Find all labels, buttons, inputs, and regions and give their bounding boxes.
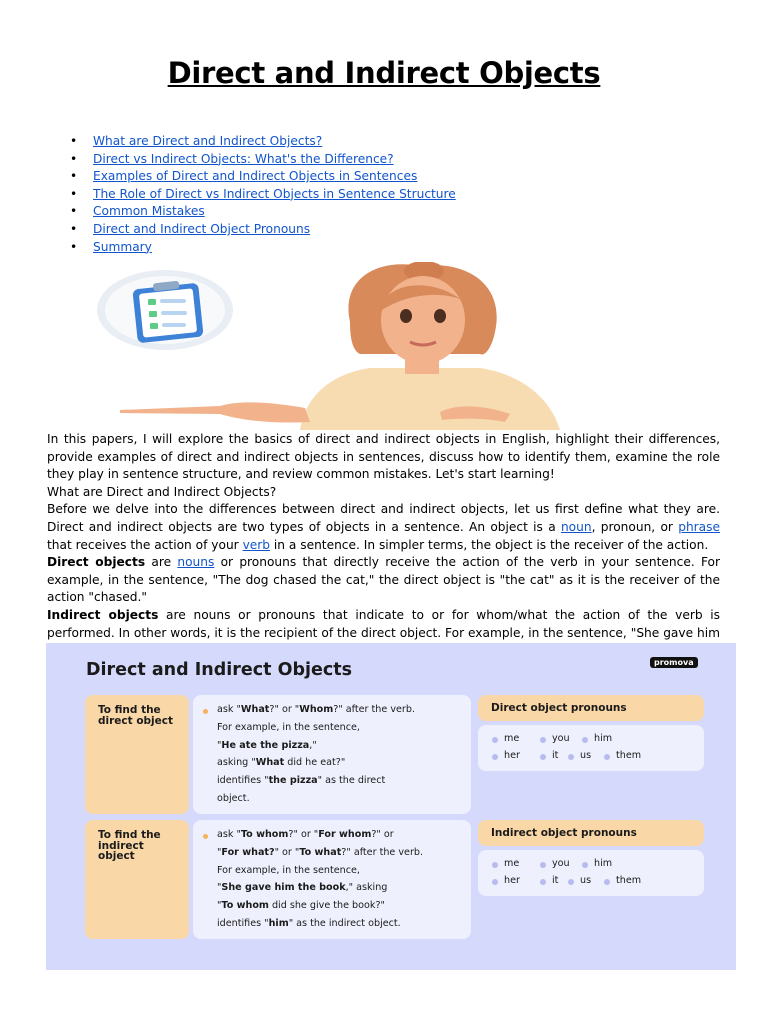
pronoun-chip: you	[540, 733, 570, 744]
noun-link[interactable]: noun	[560, 519, 592, 534]
step-line	[217, 900, 385, 911]
step-text: "	[217, 740, 222, 751]
step-keyword: She gave him the book	[221, 882, 346, 893]
toc-item	[70, 168, 456, 186]
toc-link[interactable]: Common Mistakes	[93, 204, 205, 219]
pronoun-chip: us	[568, 875, 591, 886]
direct-steps-box	[193, 695, 471, 814]
direct-pronouns-title: Direct object pronouns	[491, 702, 627, 714]
step-keyword: the pizza	[268, 775, 318, 786]
step-text: object.	[217, 793, 250, 804]
document-title: Direct and Indirect Objects	[167, 56, 601, 90]
step-keyword: For whom	[318, 829, 372, 840]
indirect-find-label-box	[85, 820, 189, 939]
step-text: "	[217, 847, 222, 858]
pronoun-chip: it	[540, 750, 558, 761]
toc-link[interactable]: The Role of Direct vs Indirect Objects in Sentence Structure	[93, 186, 456, 201]
bullet: •	[70, 186, 78, 201]
step-keyword: him	[268, 918, 289, 929]
step-text: identifies "	[217, 918, 269, 929]
toc-link[interactable]: Examples of Direct and Indirect Objects in Sentences	[93, 169, 418, 184]
brand-logo: promova	[650, 657, 698, 668]
pronoun-chip: them	[604, 875, 641, 886]
step-keyword: To what	[299, 847, 342, 858]
pronoun-chip: him	[582, 858, 612, 869]
step-line	[217, 775, 385, 786]
infographic-title: Direct and Indirect Objects	[86, 660, 352, 680]
step-text: ,"	[309, 740, 317, 751]
step-line	[217, 704, 415, 715]
infographic	[46, 643, 736, 970]
step-text: ask "	[217, 829, 241, 840]
step-text: did she give the book?"	[268, 900, 385, 911]
step-text: "	[217, 900, 222, 911]
step-text: ?" or "	[269, 704, 300, 715]
step-line	[217, 829, 394, 840]
toc-item	[70, 221, 456, 239]
step-keyword: He ate the pizza	[221, 740, 310, 751]
pronoun-chip: her	[492, 875, 520, 886]
bullet: •	[70, 204, 78, 219]
step-keyword: What	[240, 704, 270, 715]
bullet: •	[70, 239, 78, 254]
indirect-objects-paragraph: Indirect objects are nouns or pronouns that indicate to or for whom/what the action of the verb is performed. In other words, it is the recipient of the direct object. For example, in the sentence, "She gave him	[47, 607, 721, 640]
step-text: identifies "	[217, 775, 269, 786]
step-text: did he eat?"	[284, 757, 346, 768]
step-line	[217, 865, 360, 876]
step-text: " or "	[274, 847, 300, 858]
pronoun-chip: her	[492, 750, 520, 761]
step-line	[217, 793, 250, 804]
toc-item	[70, 133, 456, 151]
indirect-pronouns-header	[478, 820, 704, 846]
step-text: " as the direct	[317, 775, 386, 786]
direct-find-label: To find the direct object	[98, 704, 174, 727]
step-line	[217, 757, 345, 768]
toc-item	[70, 203, 456, 221]
indirect-pronouns-title: Indirect object pronouns	[491, 827, 637, 839]
toc-item	[70, 151, 456, 169]
step-text: For example, in the sentence,	[217, 865, 360, 876]
section-heading: What are Direct and Indirect Objects?	[47, 484, 277, 499]
toc-link[interactable]: Direct vs Indirect Objects: What's the Difference?	[93, 151, 394, 166]
body-text	[47, 431, 720, 660]
step-keyword: To whom	[221, 900, 269, 911]
intro-paragraph: In this papers, I will explore the basics of direct and indirect objects in English, highlight their differences, provide examples of direct and indirect objects in sentences, discuss how to identify them, examine the role they play in sentence structure, and review common mistakes. Let's start learning!	[47, 432, 720, 482]
step-text: ?" after the verb.	[333, 704, 415, 715]
indirect-find-label: To find the indirect object	[98, 829, 161, 862]
step-text: " as the indirect object.	[288, 918, 401, 929]
illustration	[90, 262, 610, 430]
verb-link[interactable]: verb	[242, 537, 271, 552]
indirect-steps-box	[193, 820, 471, 939]
step-text: ?" after the verb.	[341, 847, 424, 858]
toc-link[interactable]: What are Direct and Indirect Objects?	[93, 134, 323, 148]
step-text: "	[217, 882, 222, 893]
bullet: •	[70, 169, 78, 184]
step-keyword: Whom	[299, 704, 334, 715]
phrase-link[interactable]: phrase	[678, 519, 720, 534]
nouns-link[interactable]: nouns	[177, 555, 215, 570]
bullet: •	[70, 151, 78, 166]
step-text: For example, in the sentence,	[217, 722, 360, 733]
pronoun-chip: us	[568, 750, 591, 761]
clipboard-icon	[97, 270, 233, 350]
toc-item	[70, 239, 456, 257]
indirect-pronouns-box	[478, 850, 704, 896]
pronoun-chip: me	[492, 733, 519, 744]
pronoun-chip: me	[492, 858, 519, 869]
toc-item	[70, 186, 456, 204]
pronoun-chip: it	[540, 875, 558, 886]
step-line	[217, 722, 360, 733]
bullet: •	[70, 134, 78, 148]
direct-pronouns-header	[478, 695, 704, 721]
step-line	[217, 918, 401, 929]
definition-paragraph: Before we delve into the differences between direct and indirect objects, let us first define what they are. Direct and indirect objects are two types of objects in a sentence. An object is a noun, pronoun, or phrase that receives the action of your verb in a sentence. In simpler terms, the object is the receiver of the action.	[47, 502, 720, 552]
step-line	[217, 740, 317, 751]
step-keyword: What	[255, 757, 285, 768]
toc-link[interactable]: Direct and Indirect Object Pronouns	[93, 221, 311, 236]
step-text: asking "	[217, 757, 256, 768]
table-of-contents	[70, 133, 456, 256]
bullet-dot	[203, 709, 208, 714]
pronoun-chip: them	[604, 750, 641, 761]
pronoun-chip: you	[540, 858, 570, 869]
toc-link[interactable]: Summary	[93, 239, 152, 254]
direct-pronouns-box	[478, 725, 704, 771]
direct-find-label-box	[85, 695, 189, 814]
step-line	[217, 882, 387, 893]
bullet: •	[70, 221, 78, 236]
step-text: ?" or	[371, 829, 394, 840]
step-keyword: For what?	[221, 847, 275, 858]
step-line	[217, 847, 423, 858]
step-keyword: To whom	[240, 829, 289, 840]
direct-objects-paragraph: Direct objects are nouns or pronouns that directly receive the action of the verb in your sentence. For example, in the sentence, "The dog chased the cat," the direct object is "the cat" as it is the receiver of the action "chased."	[47, 555, 720, 605]
step-text: ?" or "	[288, 829, 319, 840]
bullet-dot	[203, 834, 208, 839]
step-text: ask "	[217, 704, 241, 715]
pronoun-chip: him	[582, 733, 612, 744]
step-text: ," asking	[345, 882, 388, 893]
